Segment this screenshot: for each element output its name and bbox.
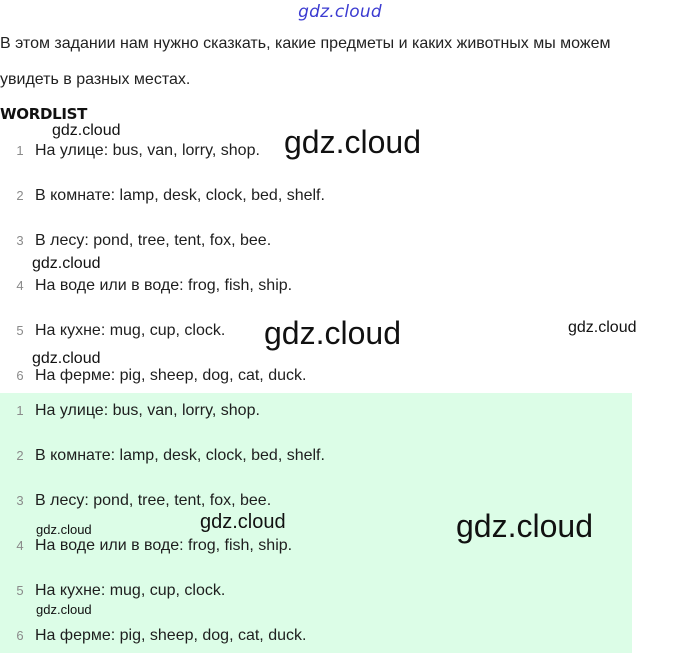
item-text: В комнате: lamp, desk, clock, bed, shelf. — [35, 187, 325, 204]
item-text: На ферме: pig, sheep, dog, cat, duck. — [35, 367, 307, 384]
watermark: gdz.cloud — [36, 522, 92, 537]
item-number: 4 — [16, 278, 24, 293]
watermark: gdz.cloud — [456, 508, 593, 544]
watermark: gdz.cloud — [36, 602, 92, 617]
item-number: 5 — [16, 583, 24, 598]
watermark: gdz.cloud — [200, 511, 286, 533]
item-number: 6 — [16, 368, 24, 383]
watermark: gdz.cloud — [284, 124, 421, 160]
item-text: На ферме: pig, sheep, dog, cat, duck. — [35, 627, 307, 644]
header-watermark: gdz.cloud — [298, 2, 382, 22]
item-text: На воде или в воде: frog, fish, ship. — [35, 537, 293, 554]
item-number: 1 — [16, 143, 24, 158]
item-number: 5 — [16, 323, 24, 338]
item-number: 6 — [16, 628, 24, 643]
watermark: gdz.cloud — [52, 122, 121, 139]
item-number: 3 — [16, 493, 24, 508]
watermark: gdz.cloud — [264, 315, 401, 351]
item-text: В лесу: pond, tree, tent, fox, bee. — [35, 232, 272, 249]
wordlist-heading: WORDLIST — [0, 105, 88, 123]
item-number: 4 — [16, 538, 24, 553]
item-number: 2 — [16, 448, 24, 463]
item-text: На улице: bus, van, lorry, shop. — [35, 402, 260, 419]
watermark: gdz.cloud — [32, 350, 101, 367]
intro-paragraph: В этом задании нам нужно сказкать, какие предметы и каких животных мы можем увидеть в разных местах. — [0, 35, 611, 88]
item-number: 1 — [16, 403, 24, 418]
item-text: На воде или в воде: frog, fish, ship. — [35, 277, 293, 294]
item-text: В лесу: pond, tree, tent, fox, bee. — [35, 492, 272, 509]
item-text: На кухне: mug, cup, clock. — [35, 582, 226, 599]
item-text: На улице: bus, van, lorry, shop. — [35, 142, 260, 159]
item-number: 2 — [16, 188, 24, 203]
watermark: gdz.cloud — [32, 255, 101, 272]
watermark: gdz.cloud — [568, 319, 637, 336]
item-number: 3 — [16, 233, 24, 248]
item-text: На кухне: mug, cup, clock. — [35, 322, 226, 339]
item-text: В комнате: lamp, desk, clock, bed, shelf. — [35, 447, 325, 464]
